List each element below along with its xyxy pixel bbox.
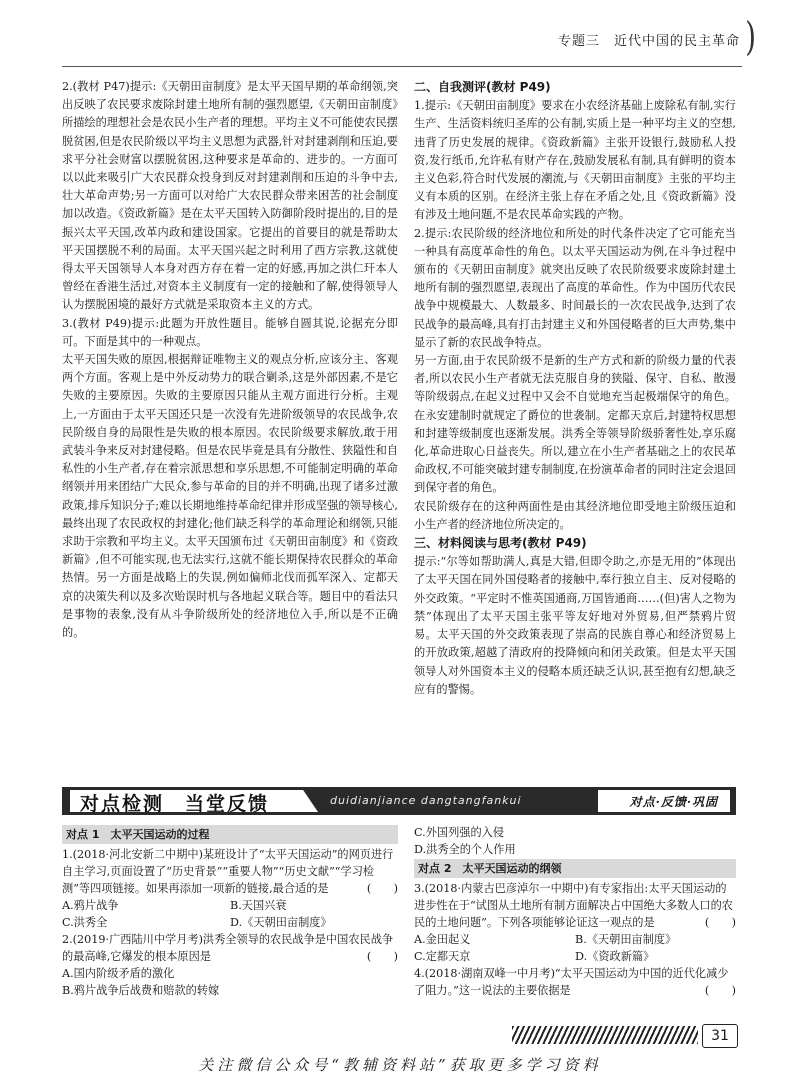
header-rule [62,66,742,67]
section-self-assessment: 二、自我测评(教材 P49) [414,80,551,94]
footer-note: 关注微信公众号“教辅资料站”获取更多学习资料 [198,1056,602,1074]
question-1-text: 1.(2018·河北安新二中期中)某班设计了“太平天国运动”的网页进行自主学习,页面设置了“历史背景”“重要人物”“历史文献”“学习检测”等四项链接。如果再添加一项新的链接,最合适的是 [62,848,394,895]
option-c: C.外国列强的入侵 [414,826,505,839]
question-1-options-row1 [62,897,398,914]
section-material-reading: 三、材料阅读与思考(教材 P49) [414,536,587,551]
answer-blank: ( ) [704,916,736,929]
quiz-right-column [414,824,736,999]
material-answer: 提示:“尔等如帮助满人,真是大错,但即令助之,亦是无用的”体现出了太平天国在同外国侵略者的接触中,奉行独立自主、反对侵略的外交政策。“平定时不惟英国通商,万国皆通商……(但)害人之物为禁”体现出了太平天国主张平等友好地对外贸易,但严禁鸦片贸易。太平天国的外交政策表现了崇高的民族自尊心和经济贸易上的开放政策,超越了清政府的投降倾向和闭关政策。但是太平天国领导人对外国资本主义的侵略本质还缺乏认识,甚至抱有幻想,缺乏应有的警惕。 [414,555,736,696]
right-column [414,78,736,699]
header-title: 专题三 近代中国的民主革命 [557,34,740,49]
banner-title: 对点检测 当堂反馈 [80,793,270,815]
question-4-text: 4.(2018·湖南双峰一中月考)“太平天国运动为中国的近代化减少了阻力。”这一说法的主要依据是 [414,967,729,997]
question-2-text: 2.(2019·广西陆川中学月考)洪秀全领导的农民战争是中国农民战争的最高峰,它爆发的根本原因是 [62,933,394,963]
self-answer-2: 2.提示:农民阶级的经济地位和所处的时代条件决定了它可能充当一种具有高度革命性的角色。以太平天国运动为例,在斗争过程中颁布的《天朝田亩制度》就突出反映了农民阶级要求废除封建土地所有制的强烈愿望,表现出了高度的革命性。作为中国历代农民战争中规模最大、人数最多、时间最长的一次农民战争,达到了农民战争的最高峰,具有打击封建主义和外国侵略者的巨大声势,集中显示了新的农民战争特点。 [414,226,736,349]
option-d: D.《天朝田亩制度》 [230,916,332,929]
self-answer-1: 1.提示:《天朝田亩制度》要求在小农经济基础上废除私有制,实行生产、生活资料统归圣库的公有制,实质上是一种平均主义的空想,违背了历史发展的规律。《资政新篇》主张开设银行,鼓励私人投资,发行纸币,允许私有财产存在,鼓励发展私有制,具有鲜明的资本主义色彩,符合时代发展的潮流,与《天朝田亩制度》主张的平均主义有本质的区别。在经济主张上存在矛盾之处,且《资政新篇》没有涉及土地问题,不是农民革命实践的产物。 [414,99,736,222]
question-1 [62,846,398,897]
question-3 [414,880,736,931]
knowledge-point-2: 对点 2 太平天国运动的纲领 [414,859,736,878]
hatch-decoration [512,1026,698,1044]
question-3-options-row2 [414,948,736,965]
option-c: C.洪秀全 [62,916,108,929]
option-a: A.金田起义 [414,933,471,946]
option-c: C.定都天京 [414,950,471,963]
question-4 [414,965,736,999]
knowledge-point-1: 对点 1 太平天国运动的过程 [62,825,398,844]
section-banner [62,787,736,815]
answer-3-body: 太平天国失败的原因,根据辩证唯物主义的观点分析,应该分主、客观两个方面。客观上是中外反动势力的联合剿杀,这是外部因素,不是它失败的主要原因。失败的主要原因只能从主观方面进行分析。主观上,一方面由于太平天国还只是一次没有先进阶级领导的农民战争,农民阶级自身的局限性是失败的根本原因。农民阶级要求解放,敢于用武装斗争来反对封建侵略。但是农民毕竟是具有分散性、狭隘性和自私性的小生产者,存在着宗派思想和享乐思想,不可能制定明确的革命纲领并用来团结广大民众,参与革命的目的并不明确,出现了诸多过激政策,排斥知识分子;难以长期地维持革命纪律并形成坚强的领导核心,最终出现了农民政权的封建化;他们缺乏科学的革命理论和纲领,只能求助于宗教和平均主义。太平天国颁布过《天朝田亩制度》和《资政新篇》,但不可能实现,也无法实行,这就不能长期保持农民群众的革命热情。另一方面是战略上的失误,例如偏师北伐而孤军深入、定都天京的决策失利以及多次贻误时机与各地起义联合等。题目中的看法只是事物的表象,没有从斗争阶级所处的经济地位入手,所以是不正确的。 [62,353,398,640]
quiz-left-column [62,824,398,999]
self-answer-2c: 农民阶级存在的这种两面性是由其经济地位即受地主阶级压迫和小生产者的经济地位所决定的。 [414,499,736,531]
left-column [62,78,398,642]
option-d: D.《资政新篇》 [575,950,655,963]
page-header [0,0,800,62]
answer-blank: ( ) [366,882,398,895]
question-3-options-row1 [414,931,736,948]
answer-blank: ( ) [704,984,736,997]
option-b: B.鸦片战争后战费和赔款的转嫁 [62,984,220,997]
option-d: D.洪秀全的个人作用 [414,843,516,856]
page-number: 31 [702,1024,738,1048]
answer-3: 3.(教材 P49)提示:此题为开放性题目。能够自圆其说,论据充分即可。下面是其中的一种观点。 [62,316,398,348]
answer-blank: ( ) [366,950,398,963]
option-b: B.《天朝田亩制度》 [575,933,677,946]
question-3-text: 3.(2018·内蒙古巴彦淖尔一中期中)有专家指出:太平天国运动的进步性在于“试图从土地所有制方面解决占中国绝大多数人口的农民的土地问题”。下列各项能够论证这一观点的是 [414,882,733,929]
self-answer-2b: 另一方面,由于农民阶级不是新的生产方式和新的阶级力量的代表者,所以农民小生产者就无法克服自身的狭隘、保守、自私、散漫等阶级弱点,在起义过程中又会不自觉地充当起极端保守的角色。在永安建制时就规定了爵位的世袭制。定都天京后,封建特权思想和封建等级制度也逐渐发展。洪秀全等领导阶级骄奢性处,享乐腐化,革命进取心日益丧失。所以,建立在小生产者基础之上的农民革命政权,不可能突破封建专制制度,在扮演革命者的同时注定会退回到保守者的角色。 [414,354,736,495]
header-paren: ) [745,13,756,60]
option-a: A.鸦片战争 [62,899,119,912]
page-number-box [512,1024,736,1046]
banner-pinyin: duidianjiance dangtangfankui [330,794,522,807]
question-2 [62,931,398,965]
banner-slogan: 对点·反馈·巩固 [629,795,718,809]
option-b: B.天国兴衰 [230,899,287,912]
question-1-options-row2 [62,914,398,931]
option-a: A.国内阶级矛盾的激化 [62,967,175,980]
answer-2: 2.(教材 P47)提示:《天朝田亩制度》是太平天国早期的革命纲领,突出反映了农民要求废除封建土地所有制的强烈愿望,《天朝田亩制度》所描绘的理想社会是农民小生产者的理想。平均主义不可能使农民摆脱贫困,但是农民阶级以平均主义思想为武器,针对封建剥削和压迫,要求平分社会财富以摆脱贫困,这种要求是革命的、进步的。一方面可以以此来吸引广大农民群众投身到反对封建剥削和压迫的斗争中去,壮大革命声势;另一方面可以对给广大农民群众带来困苦的社会制度加以改造。《资政新篇》是在太平天国转入防御阶段时提出的,目的是振兴太平天国,改革内政和建设国家。它提出的首要目的就是帮助太平天国摆脱不利的局面。太平天国兴起之时利用了西方宗教,这就使得太平天国领导人本身对西方存在着一定的好感,再加之洪仁玕本人曾经在香港生活过,对资本主义制度有一定的接触和了解,使得领导人认为摆脱困境的最好方式就是采取资本主义的方式。 [62,80,398,312]
